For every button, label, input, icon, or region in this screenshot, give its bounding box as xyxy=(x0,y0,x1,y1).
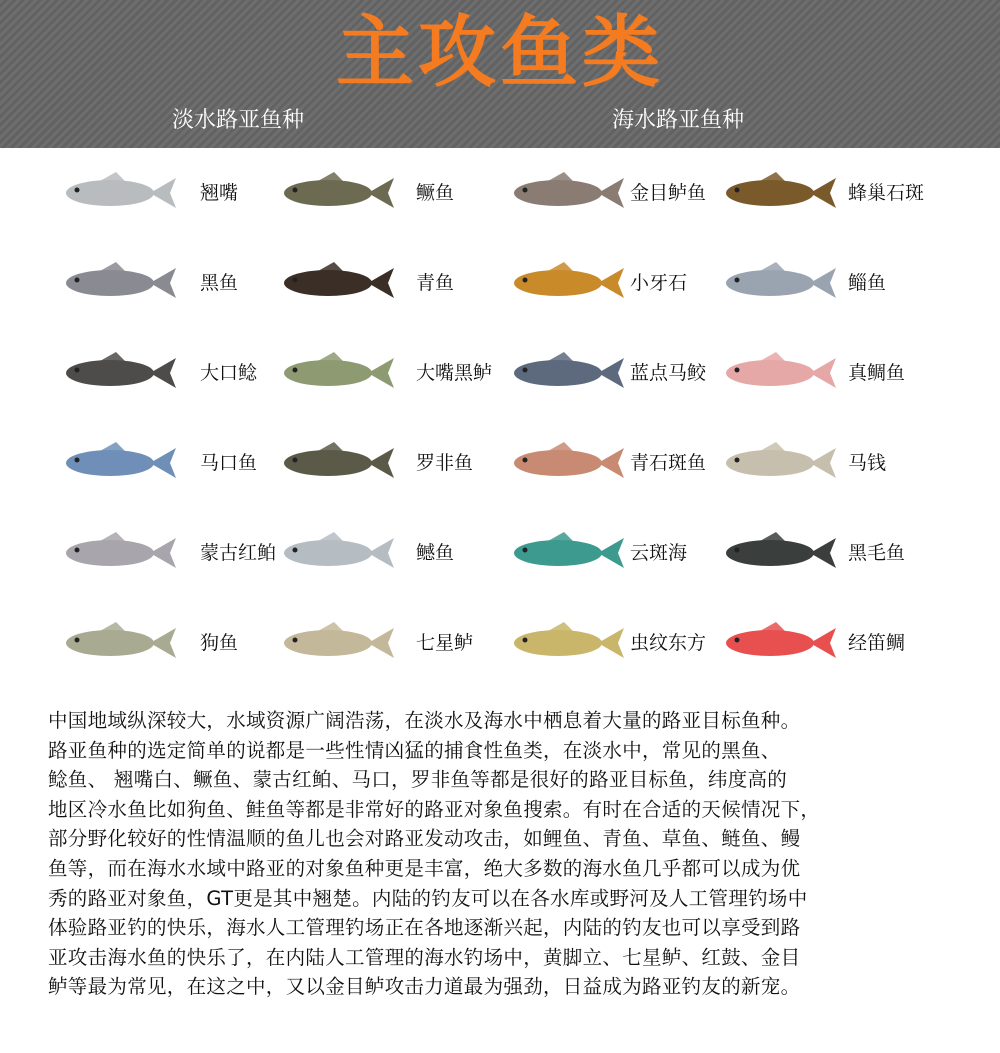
fish-item xyxy=(278,420,518,510)
fish-image xyxy=(508,600,633,686)
fish-label: 金目鲈鱼 xyxy=(630,182,707,204)
fish-label: 经笛鲷 xyxy=(848,632,906,654)
fish-label: 鲻鱼 xyxy=(848,272,887,294)
fish-item xyxy=(278,600,518,690)
paragraph-line: 鱼等，而在海水水域中路亚的对象鱼种更是丰富，绝大多数的海水鱼几乎都可以成为优 xyxy=(48,856,801,880)
fish-label: 云斑海 xyxy=(630,542,688,564)
fish-image xyxy=(720,600,845,686)
fish-image xyxy=(720,240,845,326)
fish-item xyxy=(60,150,300,240)
header-banner xyxy=(0,0,1000,148)
fish-item xyxy=(60,600,300,690)
fish-label: 真鲷鱼 xyxy=(848,362,906,384)
fish-label: 黑毛鱼 xyxy=(848,542,906,564)
paragraph-line: 体验路亚钓的快乐，海水人工管理钓场正在各地逐渐兴起，内陆的钓友也可以享受到路 xyxy=(48,916,801,940)
fish-image xyxy=(60,330,185,416)
fish-label: 黑鱼 xyxy=(200,272,239,294)
fish-image xyxy=(508,420,633,506)
fish-image xyxy=(60,510,185,596)
fish-item xyxy=(508,240,748,330)
fish-item xyxy=(508,600,748,690)
fish-image xyxy=(508,330,633,416)
fish-label: 大口鲶 xyxy=(200,362,258,384)
fish-image xyxy=(278,240,403,326)
fish-label: 鳜鱼 xyxy=(416,182,455,204)
fish-item xyxy=(278,330,518,420)
fish-image xyxy=(60,600,185,686)
paragraph-line: 路亚鱼种的选定简单的说都是一些性情凶猛的捕食性鱼类，在淡水中，常见的黑鱼、 xyxy=(48,738,781,762)
fish-label: 狗鱼 xyxy=(200,632,239,654)
fish-item xyxy=(60,420,300,510)
fish-label: 七星鲈 xyxy=(416,632,474,654)
fish-item xyxy=(508,150,748,240)
fish-image xyxy=(278,600,403,686)
fish-image xyxy=(720,420,845,506)
description-paragraph xyxy=(48,706,958,1002)
fish-label: 鳡鱼 xyxy=(416,542,455,564)
fish-item xyxy=(720,420,960,510)
paragraph-line: 地区冷水鱼比如狗鱼、鲑鱼等都是非常好的路亚对象鱼搜索。有时在合适的天候情况下， xyxy=(48,797,821,821)
fish-item xyxy=(278,510,518,600)
fish-item xyxy=(508,510,748,600)
fish-item xyxy=(720,240,960,330)
fish-label: 蓝点马鲛 xyxy=(630,362,707,384)
fish-image xyxy=(720,330,845,416)
fish-grid xyxy=(0,148,1000,688)
fish-item xyxy=(508,330,748,420)
paragraph-line: 鲶鱼、 翘嘴白、鳜鱼、蒙古红鲌、马口，罗非鱼等都是很好的路亚目标鱼，纬度高的 xyxy=(48,768,788,792)
fish-item xyxy=(720,330,960,420)
fish-item xyxy=(720,150,960,240)
paragraph-line: 亚攻击海水鱼的快乐了，在内陆人工管理的海水钓场中，黄脚立、七星鲈、红鼓、金目 xyxy=(48,945,801,969)
fish-item xyxy=(278,150,518,240)
fish-label: 马钱 xyxy=(848,452,887,474)
fish-item xyxy=(278,240,518,330)
fish-label: 蜂巢石斑 xyxy=(848,182,925,204)
saltwater-section-label: 海水路亚鱼种 xyxy=(612,108,745,133)
fish-image xyxy=(278,150,403,236)
fish-image xyxy=(508,510,633,596)
fish-label: 小牙石 xyxy=(630,272,688,294)
fish-label: 青鱼 xyxy=(416,272,455,294)
paragraph-line: 秀的路亚对象鱼，GT更是其中翘楚。内陆的钓友可以在各水库或野河及人工管理钓场中 xyxy=(48,886,808,910)
fish-image xyxy=(278,510,403,596)
fish-image xyxy=(60,420,185,506)
fish-label: 虫纹东方 xyxy=(630,632,707,654)
fish-label: 罗非鱼 xyxy=(416,452,474,474)
fish-item xyxy=(720,510,960,600)
fish-label: 蒙古红鲌 xyxy=(200,542,277,564)
page-title: 主攻鱼类 xyxy=(335,8,664,98)
fish-image xyxy=(720,510,845,596)
fish-label: 马口鱼 xyxy=(200,452,258,474)
fish-image xyxy=(278,330,403,416)
paragraph-line: 部分野化较好的性情温顺的鱼儿也会对路亚发动攻击，如鲤鱼、青鱼、草鱼、鲢鱼、鳗 xyxy=(48,827,801,851)
paragraph-line: 中国地域纵深较大，水域资源广阔浩荡，在淡水及海水中栖息着大量的路亚目标鱼种。 xyxy=(48,709,801,732)
fish-image xyxy=(60,150,185,236)
fish-label: 翘嘴 xyxy=(200,182,239,204)
fish-item xyxy=(720,600,960,690)
fish-item xyxy=(60,510,300,600)
fish-label: 大嘴黑鲈 xyxy=(416,362,493,384)
fish-image xyxy=(720,150,845,236)
fish-image xyxy=(508,240,633,326)
fish-image xyxy=(508,150,633,236)
fish-item xyxy=(60,240,300,330)
paragraph-line: 鲈等最为常见，在这之中，又以金目鲈攻击力道最为强劲，日益成为路亚钓友的新宠。 xyxy=(48,975,801,999)
fish-image xyxy=(60,240,185,326)
freshwater-section-label: 淡水路亚鱼种 xyxy=(172,108,305,133)
fish-item xyxy=(508,420,748,510)
fish-label: 青石斑鱼 xyxy=(630,452,707,474)
fish-image xyxy=(278,420,403,506)
fish-item xyxy=(60,330,300,420)
